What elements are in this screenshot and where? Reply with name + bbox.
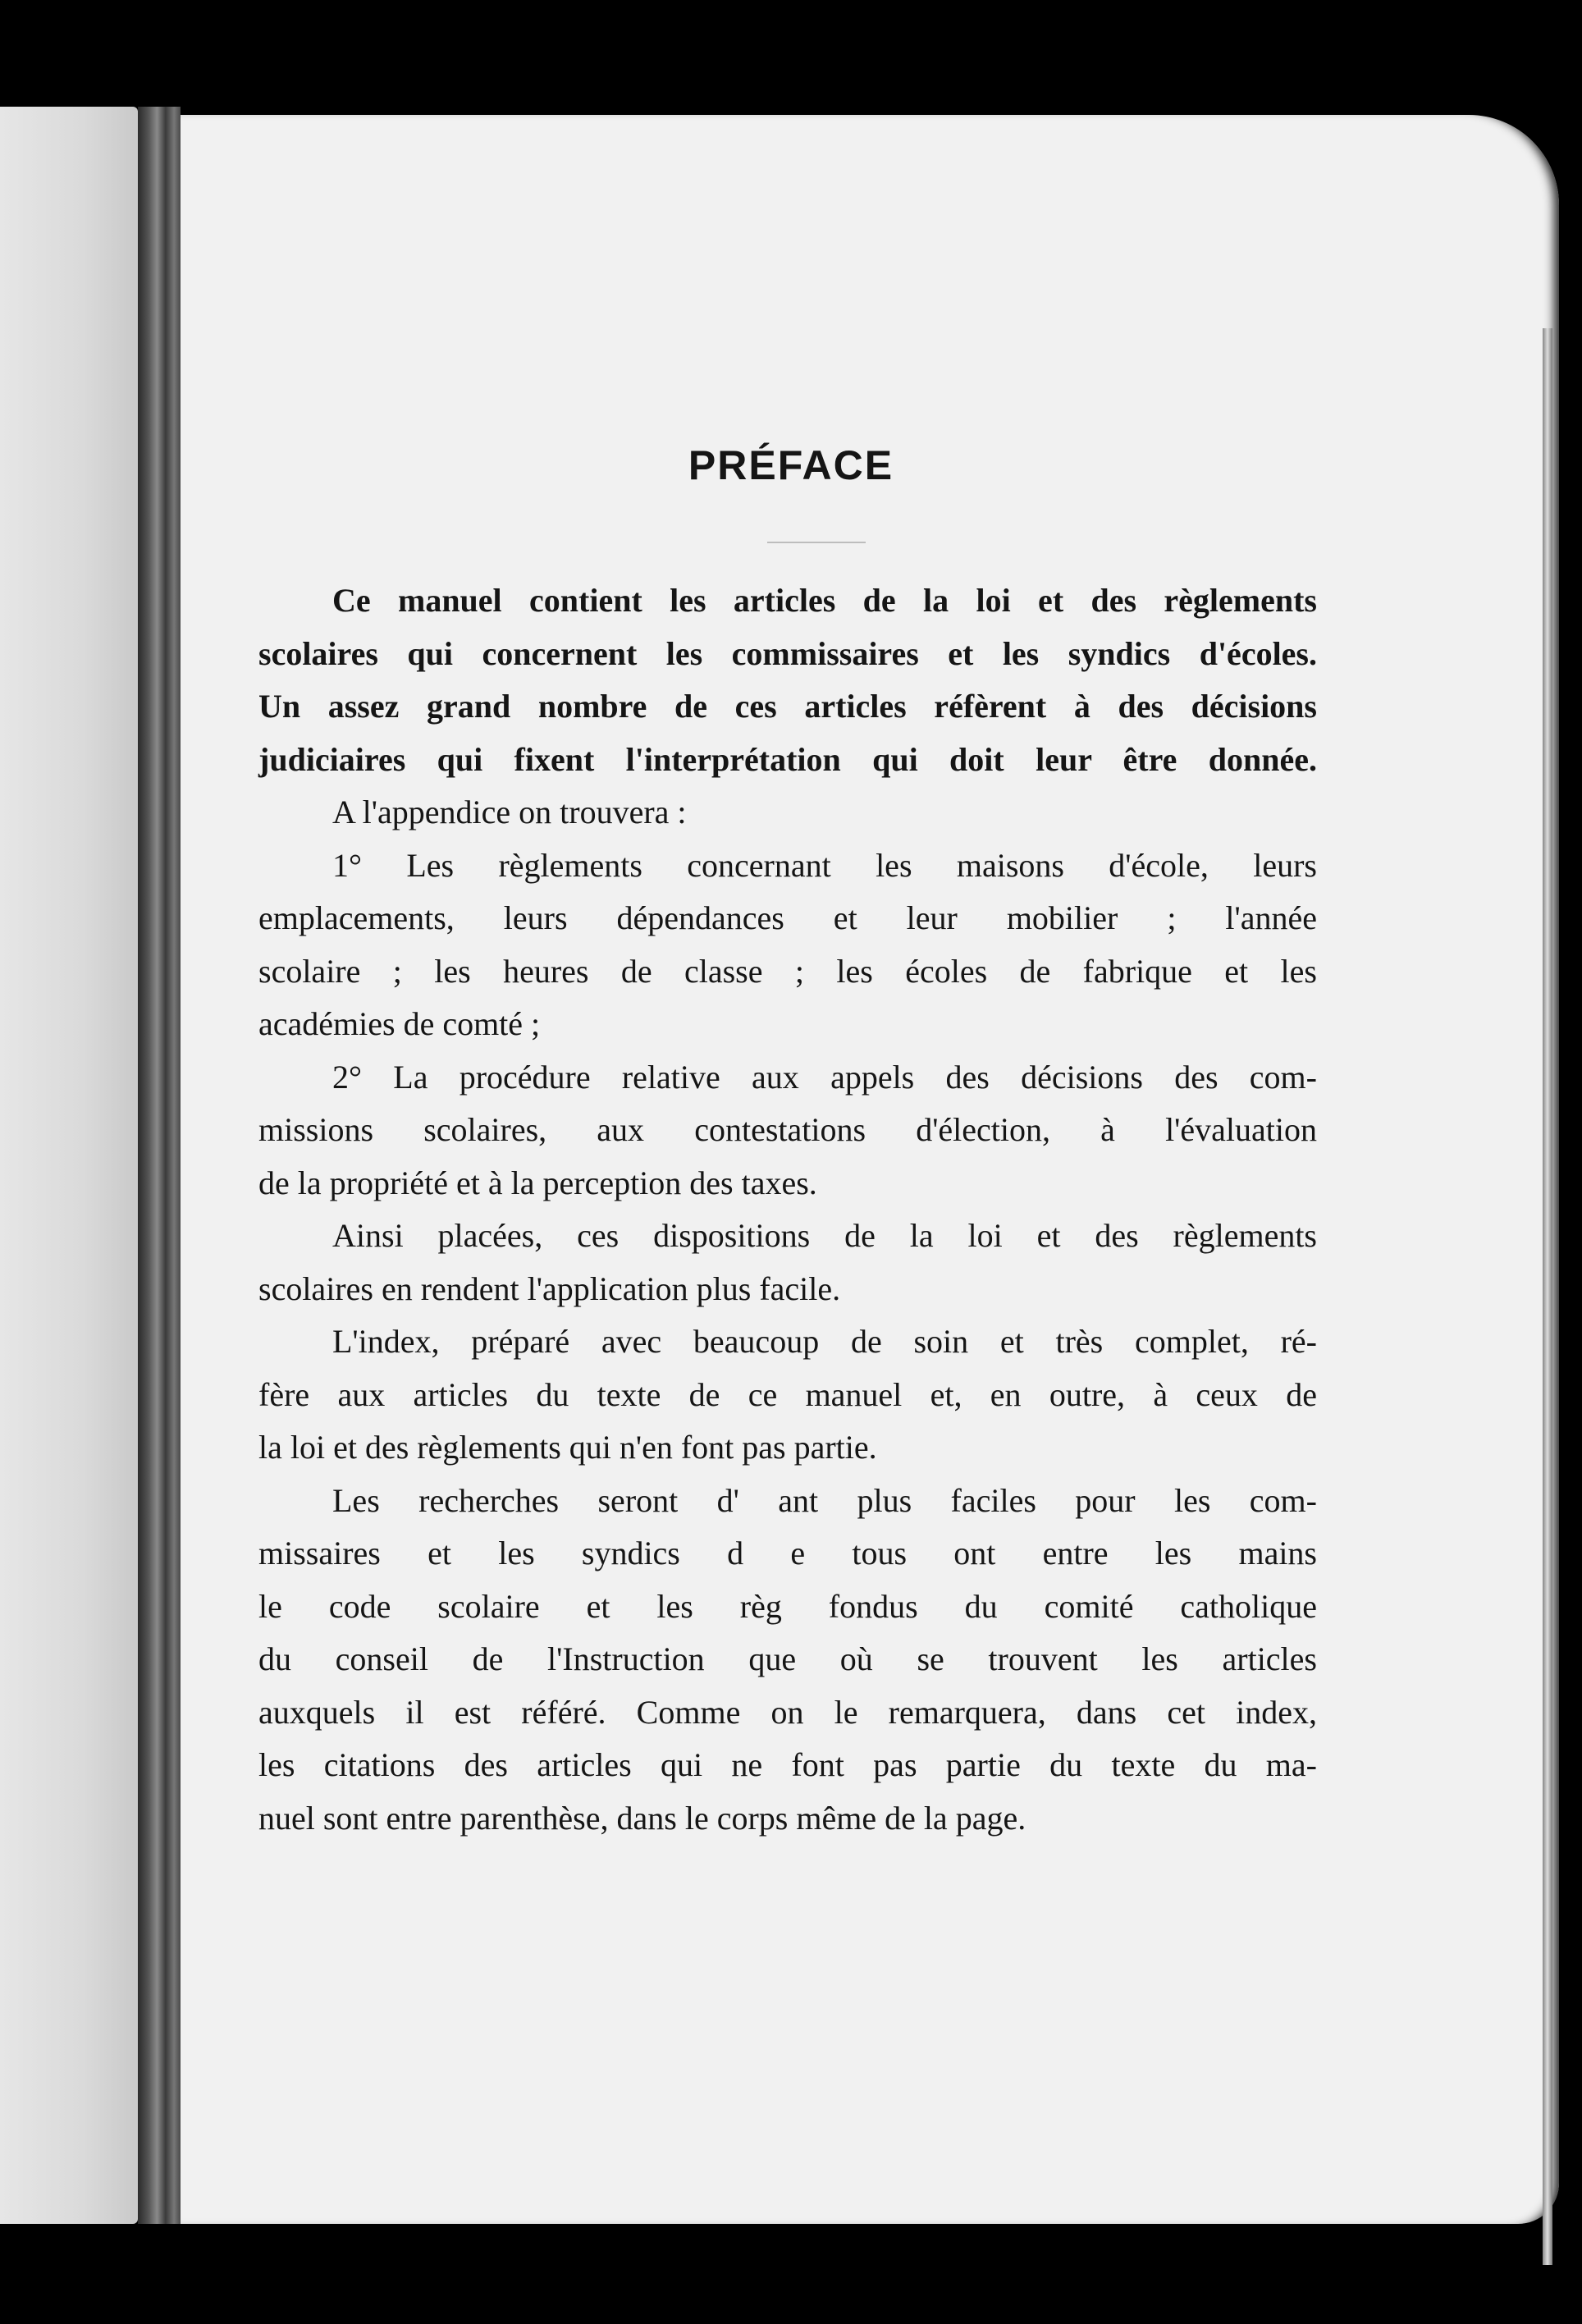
text-line: académies de comté ; xyxy=(258,1005,541,1042)
text-line: Un assez grand nombre de ces articles réfèrent à des décisions xyxy=(258,688,1317,725)
text-line: du conseil de l'Instruction que où se trouvent les articles xyxy=(258,1640,1317,1677)
text-line: fère aux articles du texte de ce manuel et, en outre, à ceux de xyxy=(258,1375,1317,1413)
text-line: les citations des articles qui ne font pas partie du texte du ma- xyxy=(258,1746,1317,1783)
text-line: L'index, préparé avec beaucoup de soin et très complet, ré- xyxy=(332,1323,1317,1360)
book-binding xyxy=(138,107,181,2224)
text-line: emplacements, leurs dépendances et leur mobilier ; l'année xyxy=(258,899,1317,936)
preface-body xyxy=(258,574,1317,1845)
text-line: Les recherches seront d' ant plus faciles pour les com- xyxy=(332,1481,1317,1519)
text-line: la loi et des règlements qui n'en font pas partie. xyxy=(258,1429,877,1466)
text-line: nuel sont entre parenthèse, dans le corps même de la page. xyxy=(258,1799,1026,1837)
text-line: missaires et les syndics d e tous ont entre les mains xyxy=(258,1535,1317,1571)
previous-page-edge xyxy=(0,107,138,2224)
text-line: scolaires en rendent l'application plus facile. xyxy=(258,1270,841,1307)
text-line: 2° La procédure relative aux appels des décisions des com- xyxy=(332,1058,1317,1096)
title-rule xyxy=(767,542,866,543)
text-line: judiciaires qui fixent l'interprétation qui doit leur être donnée. xyxy=(258,740,1317,778)
text-line: scolaire ; les heures de classe ; les écoles de fabrique et les xyxy=(258,952,1317,990)
text-line: le code scolaire et les règ fondus du comité catholique xyxy=(258,1587,1317,1625)
text-line: de la propriété et à la perception des taxes. xyxy=(258,1164,817,1201)
text-line: auxquels il est référé. Comme on le remarquera, dans cet index, xyxy=(258,1693,1317,1731)
text-line: A l'appendice on trouvera : xyxy=(332,794,687,830)
text-line: 1° Les règlements concernant les maisons d'école, leurs xyxy=(332,846,1317,884)
text-line: Ce manuel contient les articles de la loi et des règlements xyxy=(332,582,1317,619)
page-title: PRÉFACE xyxy=(688,442,894,488)
text-line: Ainsi placées, ces dispositions de la loi et des règlements xyxy=(332,1217,1317,1254)
text-line: missions scolaires, aux contestations d'élection, à l'évaluation xyxy=(258,1111,1317,1148)
text-line: scolaires qui concernent les commissaires et les syndics d'écoles. xyxy=(258,634,1317,672)
page-stack-edge xyxy=(1543,328,1552,2265)
